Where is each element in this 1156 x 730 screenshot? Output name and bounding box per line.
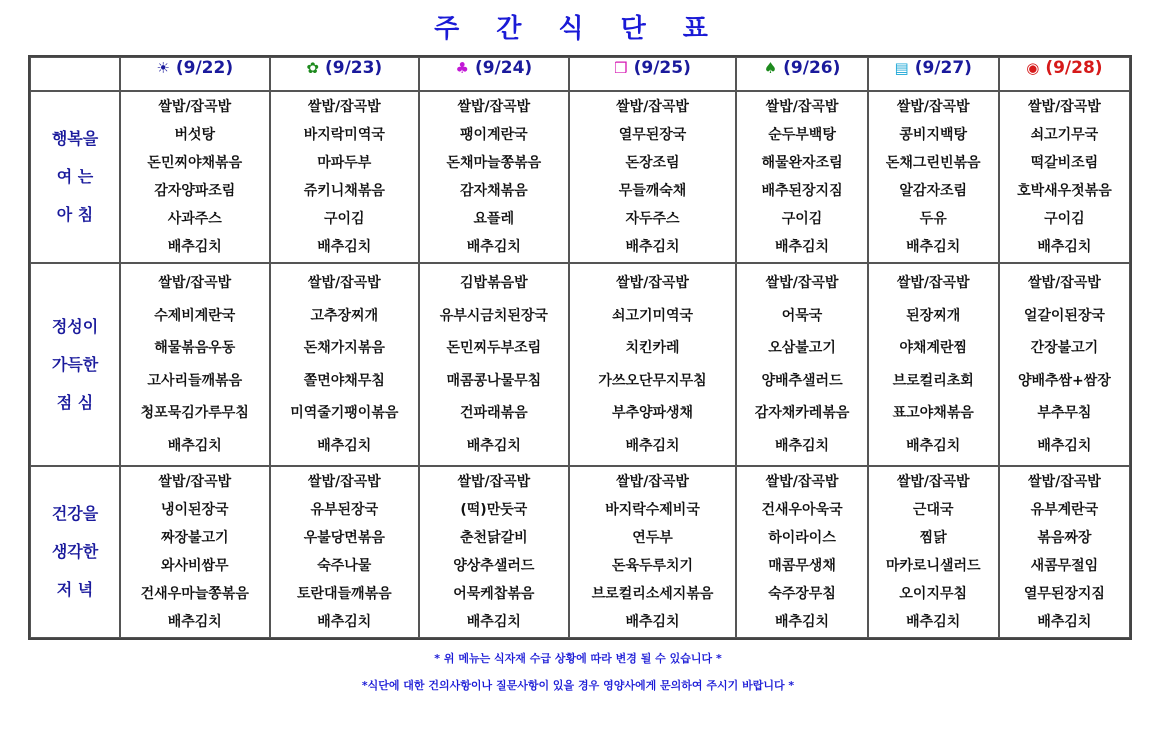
day-date-label: (9/23) xyxy=(324,58,383,78)
day-header-content xyxy=(1026,58,1102,78)
day-date-label: (9/25) xyxy=(633,58,691,78)
notice-change: * 위 메뉴는 식자재 수급 상황에 따라 변경 될 수 있습니다 * xyxy=(434,652,722,665)
menu-item: 해물완자조림 xyxy=(761,155,843,171)
menu-item: 양배추쌈+쌈장 xyxy=(1017,372,1111,389)
menu-item: 돈채마늘쫑볶음 xyxy=(446,155,542,171)
menu-item: 매콤무생채 xyxy=(768,558,836,574)
menu-item: 유부된장국 xyxy=(310,502,379,518)
menu-item: 팽이계란국 xyxy=(460,127,528,143)
menu-item: 배추김치 xyxy=(1037,614,1092,630)
page-title: 주 간 식 단 표 xyxy=(434,14,722,44)
metal-icon: ▤ xyxy=(894,59,909,77)
menu-item: 쌀밥/잡곡밥 xyxy=(896,99,970,115)
menu-item: 쌀밥/잡곡밥 xyxy=(896,275,970,291)
menu-item: 근대국 xyxy=(912,502,954,518)
menu-item: 오이지무침 xyxy=(899,586,968,602)
meal-row-2 xyxy=(30,263,1130,466)
menu-item: 야채계란찜 xyxy=(899,340,968,356)
menu-item: 브로컬리초회 xyxy=(892,372,974,389)
menu-item: 떡갈비조림 xyxy=(1030,155,1099,171)
menu-cell xyxy=(569,91,737,263)
weekly-menu-table xyxy=(28,55,1132,640)
day-header-content xyxy=(764,58,841,78)
menu-cell xyxy=(999,466,1130,638)
menu-cell xyxy=(999,91,1130,263)
day-date-label: (9/24) xyxy=(474,58,533,78)
meal-label-line: 아 침 xyxy=(56,205,94,224)
menu-item: 가쓰오단무지무침 xyxy=(598,372,707,389)
menu-item: 열무된장지짐 xyxy=(1023,586,1105,602)
menu-item: 숙주장무침 xyxy=(768,586,836,602)
menu-item: 순두부백탕 xyxy=(768,127,836,143)
menu-item: 배추김치 xyxy=(625,614,680,630)
menu-item: 짜장불고기 xyxy=(160,530,229,546)
menu-item: 간장불고기 xyxy=(1030,340,1099,356)
menu-cell xyxy=(736,91,867,263)
day-header-content xyxy=(895,58,972,78)
menu-item: 배추김치 xyxy=(625,437,680,454)
menu-cell xyxy=(270,91,420,263)
meal-label-line: 점 심 xyxy=(56,392,94,412)
meal-row-3 xyxy=(30,466,1130,638)
menu-item: 쌀밥/잡곡밥 xyxy=(616,275,689,291)
menu-item: 감자채볶음 xyxy=(460,183,528,199)
menu-cell xyxy=(868,91,999,263)
menu-item: 냉이된장국 xyxy=(160,502,229,518)
day-date-label: (9/26) xyxy=(783,58,841,78)
menu-item: 토란대들깨볶음 xyxy=(296,586,392,602)
menu-cell xyxy=(868,466,999,638)
menu-cell xyxy=(736,263,867,466)
menu-item: 쌀밥/잡곡밥 xyxy=(307,474,381,490)
menu-item: 배추김치 xyxy=(774,437,830,454)
menu-item: 알감자조림 xyxy=(899,183,968,199)
menu-item: 쇠고기무국 xyxy=(1030,127,1099,143)
day-date-label: (9/22) xyxy=(175,58,234,78)
tree-icon: ♠ xyxy=(763,59,778,77)
menu-cell xyxy=(120,91,270,263)
menu-item: 김밥볶음밥 xyxy=(460,275,528,291)
menu-item: 고사리들깨볶음 xyxy=(147,372,243,389)
menu-item: 우불당면볶음 xyxy=(303,530,385,546)
menu-item: 구이김 xyxy=(324,211,365,227)
menu-cell xyxy=(419,466,569,638)
menu-item: 치킨카레 xyxy=(625,340,680,356)
menu-item: 쌀밥/잡곡밥 xyxy=(616,99,689,115)
meal-label xyxy=(30,466,120,638)
menu-item: 청포묵김가루무침 xyxy=(140,405,249,421)
menu-item: 배추김치 xyxy=(625,239,680,255)
menu-item: 쌀밥/잡곡밥 xyxy=(1028,275,1101,291)
menu-item: 배추김치 xyxy=(317,614,372,630)
menu-item: 쌀밥/잡곡밥 xyxy=(307,275,381,291)
menu-item: 수제비계란국 xyxy=(154,307,236,324)
menu-item: 바지락수제비국 xyxy=(605,502,700,518)
menu-item: 배추김치 xyxy=(466,437,521,454)
menu-cell xyxy=(120,263,270,466)
menu-item: 돈장조림 xyxy=(625,155,680,171)
menu-item: 배추김치 xyxy=(466,614,521,630)
menu-cell xyxy=(868,263,999,466)
corner-cell xyxy=(30,57,120,91)
menu-item: 쌀밥/잡곡밥 xyxy=(1028,474,1101,490)
menu-cell xyxy=(999,263,1130,466)
menu-item: 감자양파조림 xyxy=(154,183,236,199)
menu-item: 감자채카레볶음 xyxy=(754,405,850,421)
menu-item: 열무된장국 xyxy=(618,127,687,143)
water-icon: ❒ xyxy=(614,59,628,77)
menu-item: 배추김치 xyxy=(167,614,222,630)
menu-item: 배추김치 xyxy=(906,239,961,255)
menu-item: 미역줄기팽이볶음 xyxy=(290,405,399,421)
menu-item: 쌀밥/잡곡밥 xyxy=(896,474,970,490)
menu-cell xyxy=(270,263,420,466)
menu-item: 배추김치 xyxy=(167,239,222,255)
day-date-label: (9/27) xyxy=(914,58,972,78)
menu-item: 어묵국 xyxy=(781,307,823,324)
menu-item: 배추김치 xyxy=(774,239,830,255)
menu-item: 배추김치 xyxy=(774,614,830,630)
meal-label-line: 건강을 xyxy=(51,504,99,523)
day-header-content xyxy=(156,58,233,78)
menu-item: 배추김치 xyxy=(906,437,961,454)
menu-item: 부추무침 xyxy=(1037,405,1092,421)
day-header-5 xyxy=(736,57,867,91)
day-header-4 xyxy=(569,57,737,91)
menu-cell xyxy=(419,263,569,466)
menu-item: 쌀밥/잡곡밥 xyxy=(307,99,381,115)
leaf-icon: ✿ xyxy=(306,59,319,77)
menu-item: 자두주스 xyxy=(625,211,680,227)
menu-item: 건새우마늘쫑볶음 xyxy=(140,586,249,602)
menu-item: 새콤무절임 xyxy=(1030,558,1099,574)
day-header-7 xyxy=(999,57,1130,91)
soil-icon: ◉ xyxy=(1026,59,1040,77)
menu-item: 호박새우젓볶음 xyxy=(1017,183,1112,199)
menu-item: 배추김치 xyxy=(1037,239,1092,255)
menu-item: 쌀밥/잡곡밥 xyxy=(158,99,232,115)
menu-item: 배추김치 xyxy=(906,614,961,630)
menu-item: 바지락미역국 xyxy=(303,127,385,143)
menu-item: 된장찌개 xyxy=(906,307,961,324)
menu-item: 쌀밥/잡곡밥 xyxy=(158,275,232,291)
menu-item: 구이김 xyxy=(1044,211,1085,227)
menu-item: 양상추샐러드 xyxy=(453,558,535,574)
menu-item: 쌀밥/잡곡밥 xyxy=(765,474,839,490)
menu-item: (떡)만둣국 xyxy=(460,502,528,518)
menu-item: 볶음짜장 xyxy=(1037,530,1092,546)
menu-item: 얼갈이된장국 xyxy=(1023,307,1105,324)
menu-item: 표고야채볶음 xyxy=(892,405,974,421)
day-header-content xyxy=(306,58,382,78)
menu-item: 어묵케찹볶음 xyxy=(453,586,535,602)
menu-cell xyxy=(120,466,270,638)
day-header-1 xyxy=(120,57,270,91)
menu-item: 돈민찌두부조림 xyxy=(446,340,542,356)
menu-item: 쥬키니채볶음 xyxy=(303,183,385,199)
menu-item: 춘천닭갈비 xyxy=(460,530,528,546)
menu-item: 브로컬리소세지볶음 xyxy=(591,586,714,602)
menu-item: 쇠고기미역국 xyxy=(611,307,694,324)
menu-item: 배추김치 xyxy=(1037,437,1092,454)
menu-cell xyxy=(569,263,737,466)
menu-item: 버섯탕 xyxy=(174,127,216,143)
menu-item: 쌀밥/잡곡밥 xyxy=(457,474,531,490)
menu-item: 부추양파생채 xyxy=(611,405,694,421)
menu-cell xyxy=(270,466,420,638)
menu-cell xyxy=(419,91,569,263)
menu-item: 무들깨숙채 xyxy=(618,183,687,199)
menu-item: 찜닭 xyxy=(919,530,947,546)
day-header-3 xyxy=(419,57,569,91)
menu-item: 하이라이스 xyxy=(768,530,836,546)
menu-item: 쌀밥/잡곡밥 xyxy=(1028,99,1101,115)
menu-item: 배추김치 xyxy=(466,239,521,255)
menu-item: 배추김치 xyxy=(167,437,222,454)
menu-item: 쌀밥/잡곡밥 xyxy=(616,474,689,490)
notice-inquiry: *식단에 대한 건의사항이나 질문사항이 있을 경우 영양사에게 문의하여 주시기 바랍니다 * xyxy=(361,679,795,692)
menu-item: 돈채그린빈볶음 xyxy=(885,155,981,171)
menu-item: 요플레 xyxy=(473,211,515,227)
menu-item: 건새우아욱국 xyxy=(761,502,843,518)
menu-item: 쌀밥/잡곡밥 xyxy=(765,275,839,291)
menu-item: 쫄면야채무침 xyxy=(303,372,385,389)
menu-item: 유부계란국 xyxy=(1030,502,1099,518)
menu-item: 오삼불고기 xyxy=(768,340,836,356)
meal-label-line: 생각한 xyxy=(51,542,99,561)
day-date-label: (9/28) xyxy=(1045,58,1103,78)
meal-label-line: 저 녁 xyxy=(56,580,94,599)
menu-item: 마파두부 xyxy=(317,155,372,171)
menu-item: 양배추샐러드 xyxy=(761,372,843,389)
menu-item: 쌀밥/잡곡밥 xyxy=(457,99,531,115)
menu-item: 사과주스 xyxy=(167,211,222,227)
day-header-2 xyxy=(270,57,420,91)
menu-item: 콩비지백탕 xyxy=(899,127,968,143)
menu-item: 고추장찌개 xyxy=(310,307,379,324)
menu-item: 유부시금치된장국 xyxy=(439,307,548,324)
day-header-6 xyxy=(868,57,999,91)
menu-item: 돈육두루치기 xyxy=(611,558,694,574)
day-header-row xyxy=(30,57,1130,91)
menu-item: 구이김 xyxy=(781,211,823,227)
menu-item: 쌀밥/잡곡밥 xyxy=(765,99,839,115)
day-header-content xyxy=(455,58,532,78)
meal-label-line: 정성이 xyxy=(51,316,99,336)
menu-cell xyxy=(736,466,867,638)
menu-item: 해물볶음우동 xyxy=(154,340,236,356)
menu-item: 쌀밥/잡곡밥 xyxy=(158,474,232,490)
meal-row-1 xyxy=(30,91,1130,263)
day-header-content xyxy=(614,58,691,78)
menu-item: 돈채가지볶음 xyxy=(303,340,385,356)
meal-label-line: 행복을 xyxy=(51,129,99,148)
flame-icon: ♣ xyxy=(455,59,469,77)
menu-item: 건파래볶음 xyxy=(460,405,528,421)
meal-label xyxy=(30,91,120,263)
menu-item: 배추김치 xyxy=(317,239,372,255)
menu-item: 매콤콩나물무침 xyxy=(446,372,542,389)
menu-item: 배추김치 xyxy=(317,437,372,454)
menu-item: 숙주나물 xyxy=(317,558,372,574)
menu-item: 두유 xyxy=(919,211,947,227)
menu-item: 와사비쌈무 xyxy=(160,558,229,574)
menu-item: 배추된장지짐 xyxy=(761,183,843,199)
menu-item: 돈민찌야채볶음 xyxy=(147,155,243,171)
meal-label-line: 여 는 xyxy=(56,167,94,186)
menu-item: 마카로니샐러드 xyxy=(885,558,981,574)
menu-cell xyxy=(569,466,737,638)
sun-icon: ☀ xyxy=(156,59,170,77)
meal-label xyxy=(30,263,120,466)
meal-label-line: 가득한 xyxy=(51,354,99,374)
menu-item: 연두부 xyxy=(632,530,673,546)
